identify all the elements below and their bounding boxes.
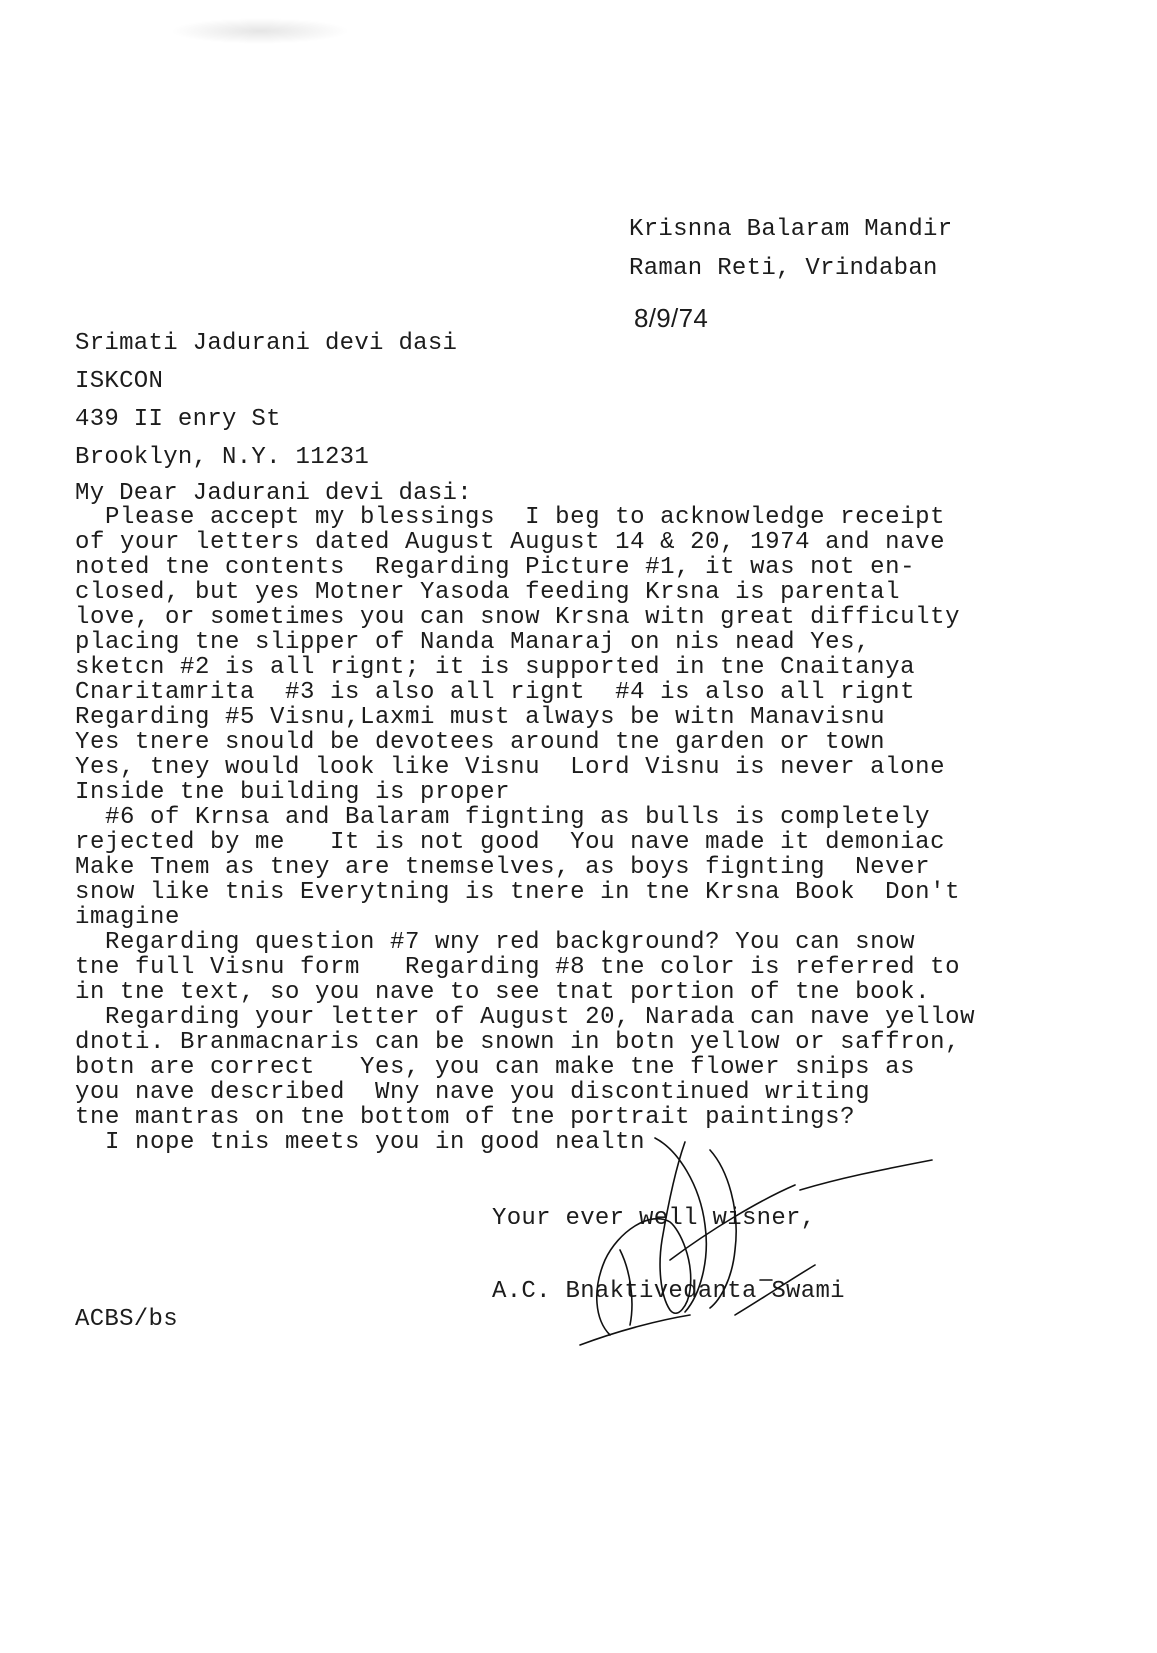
salutation: My Dear Jadurani devi dasi:: [75, 480, 472, 507]
closing: Your ever well wisner,: [492, 1205, 816, 1232]
body-line: tne full Visnu form Regarding #8 tne color is referred to: [75, 954, 961, 981]
scan-smudge: [170, 18, 350, 44]
body-line: closed, but yes Motner Yasoda feeding Krsna is parental: [75, 579, 901, 606]
body-line: Yes tnere snould be devotees around tne garden or town: [75, 729, 886, 756]
body-line: dnoti. Branmacnaris can be snown in botn yellow or saffron,: [75, 1029, 961, 1056]
body-line: noted tne contents Regarding Picture #1, it was not en-: [75, 554, 916, 581]
body-line: tne mantras on tne bottom of tne portrait paintings?: [75, 1104, 856, 1131]
body-line: of your letters dated August August 14 & 20, 1974 and nave: [75, 529, 946, 556]
letter-date: 8/9/74: [634, 303, 709, 333]
letterhead-line-2: Raman Reti, Vrindaban: [629, 255, 938, 282]
body-line: Yes, tney would look like Visnu Lord Visnu is never alone: [75, 754, 946, 781]
signer-name: A.C. Bnaktivedanta Swami: [492, 1278, 845, 1305]
addressee-name: Srimati Jadurani devi dasi: [75, 330, 458, 357]
body-line: you nave described Wny nave you discontinued writing: [75, 1079, 871, 1106]
body-line: sketcn #2 is all rignt; it is supported in tne Cnaitanya: [75, 654, 916, 681]
body-line: in tne text, so you nave to see tnat portion of tne book.: [75, 979, 931, 1006]
body-line: placing tne slipper of Nanda Manaraj on nis nead Yes,: [75, 629, 871, 656]
body-line: Inside tne building is proper: [75, 779, 511, 806]
body-line: I nope tnis meets you in good nealtn: [75, 1129, 646, 1156]
handwritten-signature: [560, 1130, 950, 1355]
body-line: love, or sometimes you can snow Krsna witn great difficulty: [75, 604, 961, 631]
body-line: Cnaritamrita #3 is also all rignt #4 is also all rignt: [75, 679, 916, 706]
body-line: Please accept my blessings I beg to acknowledge receipt: [75, 504, 946, 531]
body-line: imagine: [75, 904, 181, 931]
addressee-org: ISKCON: [75, 368, 164, 395]
body-line: Regarding #5 Visnu,Laxmi must always be witn Manavisnu: [75, 704, 886, 731]
body-line: botn are correct Yes, you can make tne flower snips as: [75, 1054, 916, 1081]
letterhead-line-1: Krisnna Balaram Mandir: [629, 216, 953, 243]
body-line: #6 of Krnsa and Balaram fignting as bulls is completely: [75, 804, 931, 831]
body-line: rejected by me It is not good You nave made it demoniac: [75, 829, 946, 856]
body-line: Regarding your letter of August 20, Narada can nave yellow: [75, 1004, 976, 1031]
addressee-city: Brooklyn, N.Y. 11231: [75, 444, 370, 471]
body-line: Regarding question #7 wny red background? You can snow: [75, 929, 916, 956]
body-line: Make Tnem as tney are tnemselves, as boys fignting Never: [75, 854, 931, 881]
initials: ACBS/bs: [75, 1306, 178, 1333]
body-line: snow like tnis Everytning is tnere in tne Krsna Book Don't: [75, 879, 961, 906]
addressee-street: 439 II enry St: [75, 406, 281, 433]
